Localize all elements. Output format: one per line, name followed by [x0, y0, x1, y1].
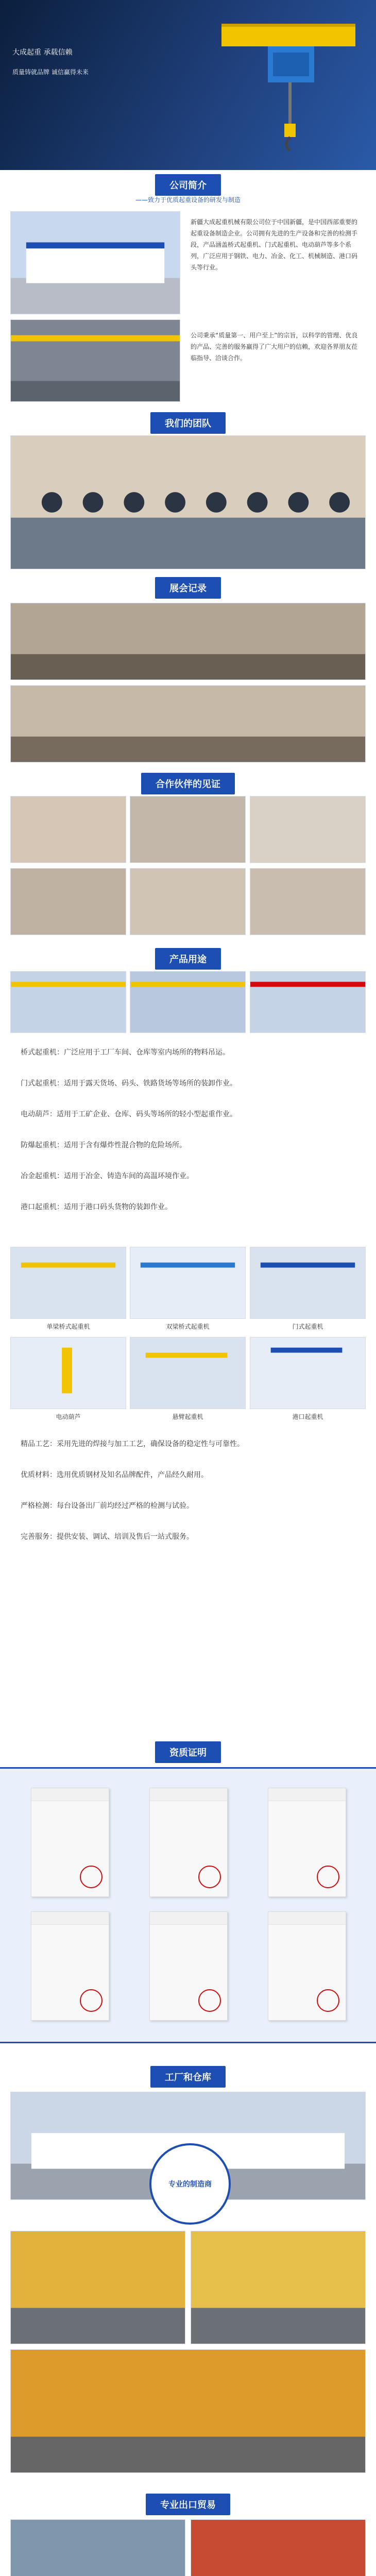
hero-line-1: 大成起重 承载信赖 [12, 48, 73, 57]
product-caption-5: 悬臂起重机 [172, 1413, 203, 1420]
product-caption-3: 门式起重机 [292, 1323, 323, 1330]
product-desc-2: 门式起重机：适用于露天货场、码头、铁路货场等场所的装卸作业。 [21, 1079, 237, 1088]
certificate-3 [268, 1788, 346, 1897]
meetings-header [0, 577, 376, 599]
product-feature-3: 严格检测：每台设备出厂前均经过严格的检测与试验。 [21, 1502, 194, 1510]
partner-photo-3 [250, 796, 366, 863]
partners-header [0, 773, 376, 794]
factory-title: 工厂和仓库 [150, 2066, 226, 2088]
product-caption-2: 双梁桥式起重机 [166, 1323, 210, 1330]
partner-photo-4 [10, 868, 126, 935]
product-grid-item-2 [130, 1247, 246, 1319]
product-desc-3: 电动葫芦：适用于工矿企业、仓库、码头等场所的轻小型起重作业。 [21, 1110, 237, 1118]
product-grid-item-3 [250, 1247, 366, 1319]
partner-photo-6 [250, 868, 366, 935]
certificate-4 [31, 1911, 109, 2021]
team-title: 我们的团队 [150, 412, 226, 434]
hero-line-2: 质量铸就品牌 诚信赢得未来 [12, 69, 89, 76]
export-photo-2 [191, 2519, 366, 2576]
product-grid-item-4 [10, 1337, 126, 1409]
factory-building-photo [10, 211, 180, 314]
team-group-photo [10, 435, 366, 569]
partner-photo-1 [10, 796, 126, 863]
partner-photo-5 [130, 868, 246, 935]
product-photo-1 [10, 971, 126, 1033]
company-intro-header [0, 174, 376, 196]
product-desc-6: 港口起重机：适用于港口码头货物的装卸作业。 [21, 1203, 172, 1211]
certificate-2 [149, 1788, 228, 1897]
product-desc-1: 桥式起重机：广泛应用于工厂车间、仓库等室内场所的物料吊运。 [21, 1048, 230, 1057]
meeting-photo-1 [10, 603, 366, 680]
factory-badge: 专业的制造商 [149, 2143, 231, 2225]
team-header [0, 412, 376, 434]
product-grid-item-1 [10, 1247, 126, 1319]
certificate-5 [149, 1911, 228, 2021]
workshop-photo [10, 319, 180, 402]
products-title: 产品用途 [155, 948, 221, 970]
product-caption-1: 单梁桥式起重机 [46, 1323, 90, 1330]
product-caption-6: 港口起重机 [292, 1413, 323, 1420]
partner-photo-2 [130, 796, 246, 863]
product-feature-4: 完善服务：提供安装、调试、培训及售后一站式服务。 [21, 1533, 194, 1541]
certificates-title: 资质证明 [155, 1741, 221, 1763]
product-desc-4: 防爆起重机：适用于含有爆炸性混合物的危险场所。 [21, 1141, 186, 1149]
factory-interior-photo-1 [10, 2231, 185, 2344]
factory-interior-photo-2 [191, 2231, 366, 2344]
crane-hoist-illustration [211, 5, 366, 160]
meeting-photo-2 [10, 685, 366, 762]
warehouse-photo [10, 2349, 366, 2473]
product-grid-item-6 [250, 1337, 366, 1409]
certificates-header [0, 1741, 376, 1763]
products-header [0, 948, 376, 970]
company-intro-title: 公司简介 [155, 174, 221, 196]
certificate-1 [31, 1788, 109, 1897]
hero-banner [0, 0, 376, 170]
export-header [0, 2494, 376, 2515]
company-intro-body-2: 公司秉承“质量第一、用户至上”的宗旨，以科学的管理、优良的产品、完善的服务赢得了广大用户的信赖，欢迎各界朋友莅临指导、洽谈合作。 [191, 332, 358, 362]
product-caption-4: 电动葫芦 [56, 1413, 81, 1420]
company-intro-tagline: ——致力于优质起重设备的研发与制造 [135, 196, 241, 204]
product-feature-2: 优质材料：选用优质钢材及知名品牌配件，产品经久耐用。 [21, 1471, 208, 1479]
product-photo-3 [250, 971, 366, 1033]
product-feature-1: 精品工艺：采用先进的焊接与加工工艺，确保设备的稳定性与可靠性。 [21, 1440, 244, 1448]
partners-title: 合作伙伴的见证 [141, 773, 235, 794]
meetings-title: 展会记录 [155, 577, 221, 599]
product-desc-5: 冶金起重机：适用于冶金、铸造车间的高温环境作业。 [21, 1172, 194, 1180]
factory-header [0, 2066, 376, 2088]
export-photo-1 [10, 2519, 185, 2576]
hero-text-block [12, 46, 167, 78]
product-grid-item-5 [130, 1337, 246, 1409]
export-title: 专业出口贸易 [146, 2494, 230, 2515]
product-photo-2 [130, 971, 246, 1033]
certificate-6 [268, 1911, 346, 2021]
company-intro-body-1: 新疆大成起重机械有限公司位于中国新疆，是中国西部重要的起重设备制造企业。公司拥有先进的生产设备和完善的检测手段，产品涵盖桥式起重机、门式起重机、电动葫芦等多个系列，广泛应用于钢铁、电力、冶金、化工、机械制造、港口码头等行业。 [191, 218, 358, 271]
